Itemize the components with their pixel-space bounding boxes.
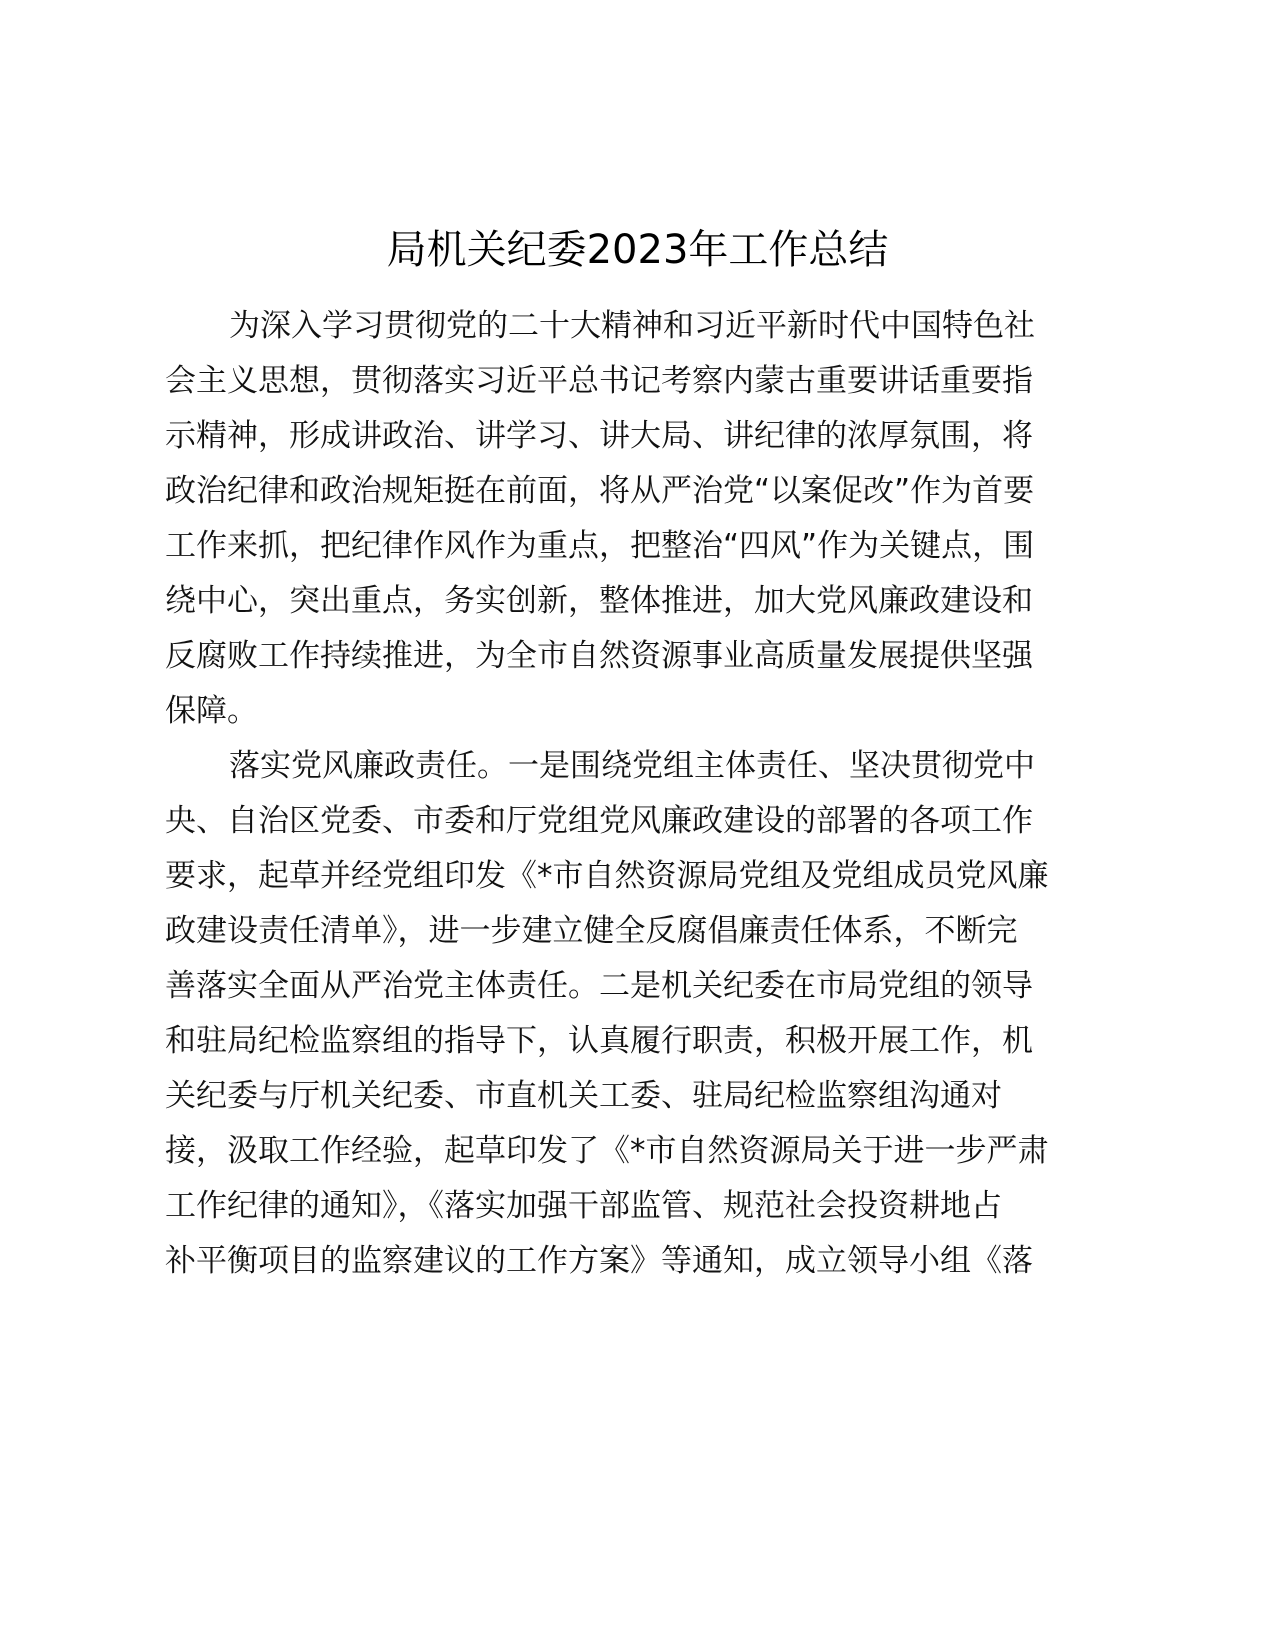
paragraph-2-line: 政建设责任清单》，进一步建立健全反腐倡廉责任体系，不断完 bbox=[165, 913, 1018, 949]
paragraph-1-line: 示精神，形成讲政治、讲学习、讲大局、讲纪律的浓厚氛围，将 bbox=[165, 418, 1033, 454]
paragraph-1-line: 保障。 bbox=[165, 693, 258, 729]
paragraph-2-line: 工作纪律的通知》，《落实加强干部监管、规范社会投资耕地占 bbox=[165, 1188, 1002, 1224]
document-title: 局机关纪委2023年工作总结 bbox=[386, 227, 889, 273]
paragraph-1-line: 工作来抓，把纪律作风作为重点，把整治“四风”作为关键点，围 bbox=[165, 528, 1035, 564]
paragraph-2-line: 补平衡项目的监察建议的工作方案》等通知，成立领导小组《落 bbox=[165, 1243, 1033, 1279]
paragraph-1-line: 反腐败工作持续推进，为全市自然资源事业高质量发展提供坚强 bbox=[165, 638, 1033, 674]
paragraph-2-line: 善落实全面从严治党主体责任。二是机关纪委在市局党组的领导 bbox=[165, 968, 1033, 1004]
paragraph-2-line: 和驻局纪检监察组的指导下，认真履行职责，积极开展工作，机 bbox=[165, 1023, 1033, 1059]
paragraph-2-line: 央、自治区党委、市委和厅党组党风廉政建设的部署的各项工作 bbox=[165, 803, 1033, 839]
paragraph-1-line: 会主义思想，贯彻落实习近平总书记考察内蒙古重要讲话重要指 bbox=[165, 363, 1033, 399]
paragraph-1-line: 绕中心，突出重点，务实创新，整体推进，加大党风廉政建设和 bbox=[165, 583, 1033, 619]
paragraph-2-line: 要求，起草并经党组印发《*市自然资源局党组及党组成员党风廉 bbox=[165, 858, 1049, 894]
paragraph-1-line: 政治纪律和政治规矩挺在前面，将从严治党“以案促改”作为首要 bbox=[165, 473, 1035, 509]
paragraph-2-line: 关纪委与厅机关纪委、市直机关工委、驻局纪检监察组沟通对 bbox=[165, 1078, 1002, 1114]
paragraph-2-line: 接，汲取工作经验，起草印发了《*市自然资源局关于进一步严肃 bbox=[165, 1133, 1049, 1169]
paragraph-2-line: 落实党风廉政责任。一是围绕党组主体责任、坚决贯彻党中 bbox=[229, 748, 1035, 784]
paragraph-1-line: 为深入学习贯彻党的二十大精神和习近平新时代中国特色社 bbox=[229, 308, 1035, 344]
